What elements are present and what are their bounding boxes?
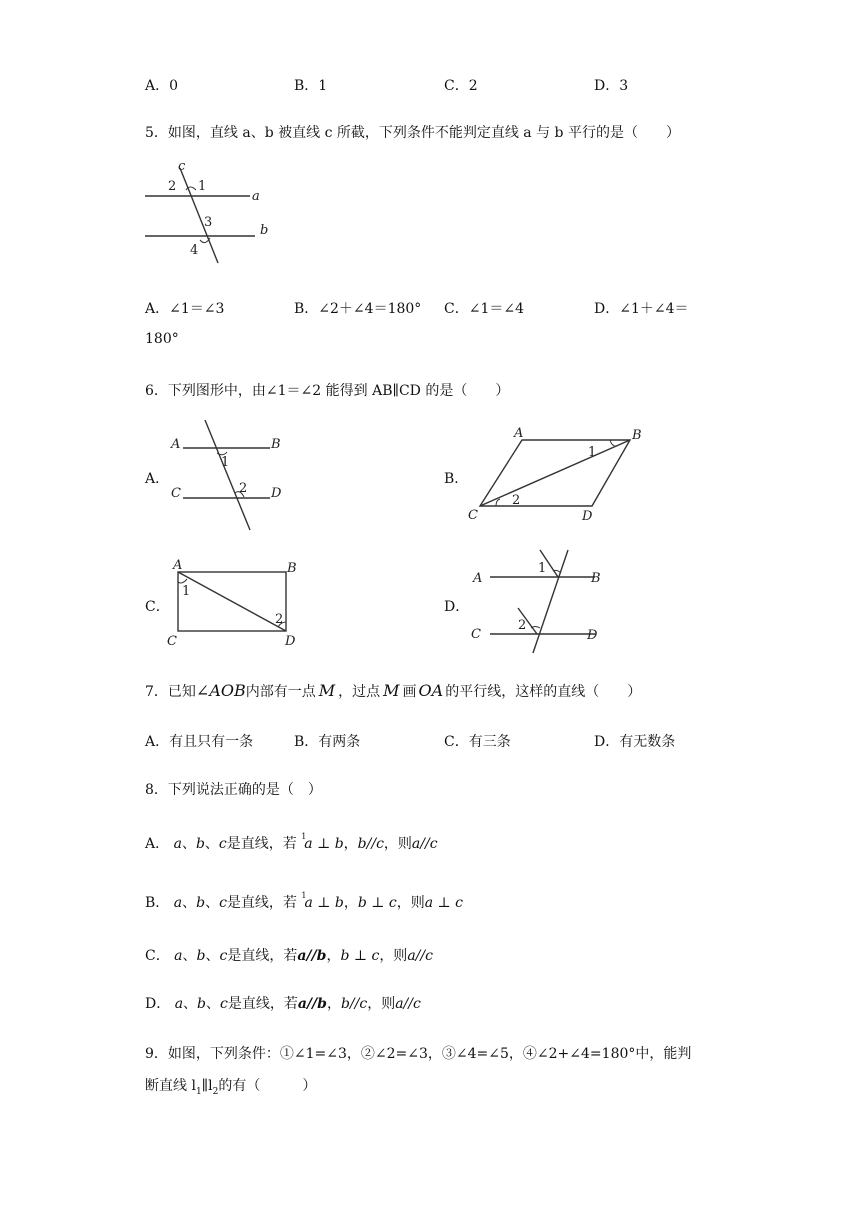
q8d-result: a//c bbox=[395, 996, 421, 1012]
q8a-vec-mark: 1 bbox=[301, 832, 307, 841]
q6-figure-c bbox=[165, 555, 305, 650]
q4-option-a: A．0 bbox=[145, 78, 179, 94]
q6a-angle-2: 2 bbox=[239, 481, 248, 496]
q8c-then: ，则 bbox=[379, 948, 408, 964]
q5-label-b: b bbox=[260, 223, 269, 238]
q7-option-a: A．有且只有一条 bbox=[145, 734, 254, 750]
q6b-angle-1: 1 bbox=[588, 445, 597, 460]
q8-option-b bbox=[145, 892, 463, 912]
q6-figure-d bbox=[465, 545, 615, 657]
q5-angle-4: 4 bbox=[190, 243, 199, 258]
q8b-sep-2: 、 bbox=[205, 895, 220, 911]
q8c-sep: 、 bbox=[182, 948, 197, 964]
q6a-angle-1: 1 bbox=[221, 455, 230, 470]
q8a-comma: ， bbox=[343, 836, 358, 852]
q7-stem bbox=[145, 681, 641, 701]
q8c-comma: ， bbox=[326, 948, 341, 964]
q6-stem: 6．下列图形中，由∠1＝∠2 能得到 AB∥CD 的是（ ） bbox=[145, 383, 510, 399]
q6c-angle-2: 2 bbox=[275, 612, 284, 627]
q8b-label: B． bbox=[145, 895, 170, 911]
q8d-label: D． bbox=[145, 996, 171, 1012]
q5-label-c: c bbox=[178, 159, 186, 174]
q5-option-a: A．∠1＝∠3 bbox=[145, 301, 225, 317]
q7-text-2: 内部有一点 bbox=[245, 684, 316, 700]
q8c-var-c: c bbox=[219, 948, 228, 964]
q8b-text: 是直线，若 bbox=[226, 895, 297, 911]
q8d-sep-2: 、 bbox=[206, 996, 221, 1012]
q9-text-b: ∥l bbox=[201, 1078, 213, 1094]
q8b-cond-2: b ⊥ c bbox=[357, 895, 397, 911]
q6-label-c: C． bbox=[145, 599, 170, 615]
q8d-cond-2: b//c bbox=[340, 996, 368, 1012]
q8-option-d bbox=[145, 993, 421, 1013]
q8d-text: 是直线，若 bbox=[227, 996, 298, 1012]
q6a-label-B: B bbox=[271, 437, 281, 452]
q9-sub-1: 1 bbox=[195, 1086, 202, 1097]
q7-option-b: B．有两条 bbox=[294, 734, 361, 750]
q6-figure-b bbox=[462, 422, 657, 527]
q8b-cond-1: a ⊥ b bbox=[304, 895, 344, 911]
q5-figure bbox=[140, 158, 280, 268]
q8a-result: a//c bbox=[411, 836, 438, 852]
q6c-label-C: C bbox=[167, 634, 177, 649]
q8c-var-a: a bbox=[174, 948, 183, 964]
q8-option-a bbox=[145, 833, 438, 853]
q8a-cond-2: b//c bbox=[357, 836, 384, 852]
q8-option-c bbox=[145, 945, 433, 965]
q6c-label-D: D bbox=[285, 634, 296, 649]
q5-option-d: D．∠1＋∠4＝ bbox=[594, 301, 689, 317]
q6b-label-B: B bbox=[632, 428, 642, 443]
q8c-cond-2: b ⊥ c bbox=[340, 948, 380, 964]
q7-text-1: 7．已知 bbox=[145, 684, 196, 700]
q8a-var-a: a bbox=[173, 836, 182, 852]
q8b-var-b: b bbox=[196, 895, 206, 911]
q8d-var-b: b bbox=[197, 996, 207, 1012]
q4-option-b: B．1 bbox=[294, 78, 328, 94]
q5-option-d-continued: 180° bbox=[145, 331, 179, 347]
q9-text-a: 断直线 l bbox=[145, 1078, 196, 1094]
q6d-label-B: B bbox=[591, 571, 601, 586]
q6b-label-D: D bbox=[582, 509, 593, 524]
q8a-text: 是直线，若 bbox=[226, 836, 297, 852]
q6b-label-A: A bbox=[514, 426, 524, 441]
q6-figure-a bbox=[165, 415, 300, 535]
q6c-label-A: A bbox=[173, 558, 183, 573]
q6a-label-D: D bbox=[271, 486, 282, 501]
q6c-angle-1: 1 bbox=[182, 584, 191, 599]
q8a-var-c: c bbox=[218, 836, 227, 852]
q5-angle-3: 3 bbox=[204, 215, 213, 230]
q9-text-c: 的有（ ） bbox=[218, 1078, 317, 1094]
q5-option-c: C．∠1＝∠4 bbox=[444, 301, 524, 317]
q6d-label-A: A bbox=[473, 571, 483, 586]
q8c-cond-1: a//b bbox=[297, 948, 327, 964]
q8b-then: ，则 bbox=[396, 895, 425, 911]
q8d-sep: 、 bbox=[183, 996, 198, 1012]
q9-sub-2: 2 bbox=[212, 1086, 219, 1097]
q6-label-d: D． bbox=[444, 599, 470, 615]
q6d-angle-2: 2 bbox=[518, 618, 527, 633]
q8a-cond-1: a ⊥ b bbox=[304, 836, 344, 852]
q8a-sep: 、 bbox=[181, 836, 196, 852]
q8a-label: A． bbox=[145, 836, 170, 852]
q7-text-4: 画 bbox=[402, 684, 417, 700]
q8b-result: a ⊥ c bbox=[424, 895, 463, 911]
q6-label-a: A． bbox=[145, 471, 170, 487]
q8b-vec-mark: 1 bbox=[301, 891, 307, 900]
q5-option-b: B．∠2＋∠4＝180° bbox=[294, 301, 422, 317]
q9-stem-line1: 9．如图，下列条件：①∠1=∠3，②∠2=∠3，③∠4=∠5，④∠2+∠4=180°中，能判 bbox=[145, 1046, 692, 1062]
q8b-sep: 、 bbox=[182, 895, 197, 911]
q7-option-c: C．有三条 bbox=[444, 734, 511, 750]
q7-point-m-2: M bbox=[383, 681, 400, 700]
q6a-label-A: A bbox=[171, 437, 181, 452]
q5-angle-2: 2 bbox=[168, 179, 177, 194]
q6b-angle-2: 2 bbox=[512, 493, 521, 508]
q6a-label-C: C bbox=[171, 486, 181, 501]
q7-text-5: 的平行线，这样的直线（ ） bbox=[445, 684, 642, 700]
q8a-sep-2: 、 bbox=[204, 836, 219, 852]
q4-option-c: C．2 bbox=[444, 78, 478, 94]
q8c-label: C． bbox=[145, 948, 170, 964]
q7-point-m: M bbox=[318, 681, 336, 700]
q7-text-3: ，过点 bbox=[338, 684, 381, 700]
q5-angle-1: 1 bbox=[198, 179, 207, 194]
q6d-label-C: C bbox=[471, 627, 481, 642]
q8b-comma: ， bbox=[343, 895, 358, 911]
q8d-var-c: c bbox=[220, 996, 228, 1012]
q6d-angle-1: 1 bbox=[538, 561, 547, 576]
q8a-var-b: b bbox=[195, 836, 205, 852]
q5-stem: 5．如图，直线 a、b 被直线 c 所截，下列条件不能判定直线 a 与 b 平行的是（ ） bbox=[145, 125, 680, 141]
q8b-var-a: a bbox=[173, 895, 183, 911]
q7-angle-aob: ∠AOB bbox=[195, 681, 246, 700]
q8d-comma: ， bbox=[326, 996, 341, 1012]
q8d-cond-1: a//b bbox=[297, 996, 327, 1012]
q6b-label-C: C bbox=[468, 508, 478, 523]
q9-stem-line2 bbox=[145, 1075, 316, 1097]
q8d-then: ，则 bbox=[367, 996, 396, 1012]
q5-label-a: a bbox=[252, 189, 260, 204]
q8c-result: a//c bbox=[407, 948, 433, 964]
q8b-var-c: c bbox=[219, 895, 227, 911]
q8-stem: 8．下列说法正确的是（ ） bbox=[145, 782, 322, 798]
q6d-label-D: D bbox=[587, 628, 598, 643]
q6-label-b: B． bbox=[444, 471, 469, 487]
q7-ray-oa: OA bbox=[418, 681, 444, 700]
q6c-label-B: B bbox=[287, 561, 297, 576]
q4-option-d: D．3 bbox=[594, 78, 629, 94]
q8c-text: 是直线，若 bbox=[227, 948, 298, 964]
q8c-var-b: b bbox=[196, 948, 206, 964]
q8a-then: ，则 bbox=[383, 836, 412, 852]
q7-option-d: D．有无数条 bbox=[594, 734, 676, 750]
q8d-var-a: a bbox=[174, 996, 184, 1012]
q8c-sep-2: 、 bbox=[205, 948, 220, 964]
